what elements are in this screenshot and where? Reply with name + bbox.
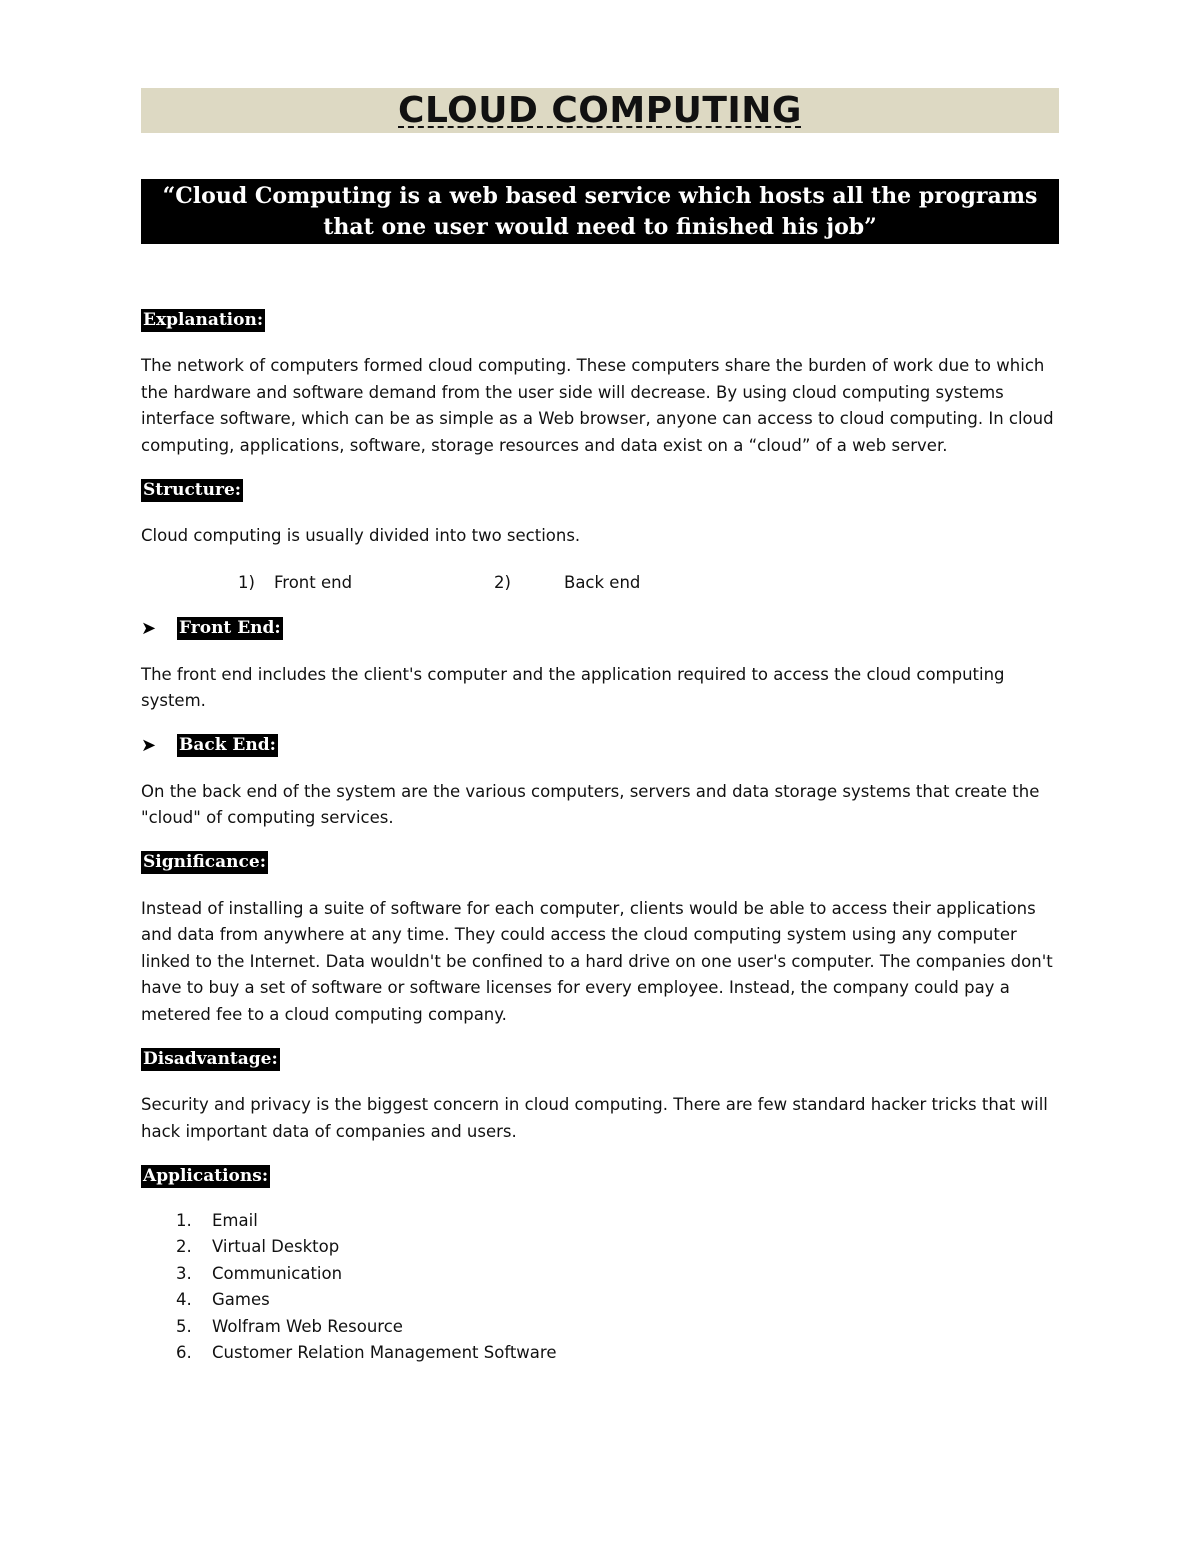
document-page bbox=[141, 88, 1059, 1366]
applications-list bbox=[141, 1207, 1059, 1366]
disadvantage-heading-row bbox=[141, 1047, 1059, 1071]
list-item-label: Wolfram Web Resource bbox=[212, 1316, 403, 1336]
list-item-number: 3. bbox=[176, 1263, 192, 1283]
list-item bbox=[141, 1313, 1059, 1340]
structure-item-number: 2) bbox=[494, 573, 511, 592]
structure-heading-row bbox=[141, 478, 1059, 502]
front-end-paragraph: The front end includes the client's computer and the application required to access the cloud computing system. bbox=[141, 664, 1005, 710]
arrowhead-bullet-icon: ➤ bbox=[141, 618, 157, 639]
structure-item-front-end: Front end bbox=[274, 573, 353, 592]
front-end-heading-row bbox=[141, 617, 1059, 641]
significance-heading: Significance: bbox=[143, 852, 266, 872]
list-item-label: Customer Relation Management Software bbox=[212, 1343, 557, 1363]
title-banner bbox=[141, 88, 1059, 133]
list-item bbox=[141, 1207, 1059, 1234]
list-item-number: 2. bbox=[176, 1237, 192, 1257]
significance-heading-row bbox=[141, 851, 1059, 875]
definition-quote-box bbox=[141, 179, 1059, 244]
structure-item-back-end: Back end bbox=[564, 573, 641, 592]
definition-quote: “Cloud Computing is a web based service which hosts all the programs that one user would need to finished his job” bbox=[162, 182, 1038, 240]
list-item bbox=[141, 1260, 1059, 1287]
front-end-heading: Front End: bbox=[179, 618, 281, 638]
list-item-label: Communication bbox=[212, 1263, 343, 1283]
list-item bbox=[141, 1340, 1059, 1367]
list-item-number: 1. bbox=[176, 1210, 192, 1230]
list-item-label: Email bbox=[212, 1210, 258, 1230]
list-item-number: 5. bbox=[176, 1316, 192, 1336]
applications-heading-row bbox=[141, 1164, 1059, 1188]
list-item-number: 4. bbox=[176, 1290, 192, 1310]
explanation-heading-row bbox=[141, 308, 1059, 332]
applications-heading: Applications: bbox=[143, 1165, 269, 1186]
structure-sections-list bbox=[141, 570, 1059, 596]
disadvantage-heading: Disadvantage: bbox=[143, 1048, 278, 1069]
explanation-paragraph: The network of computers formed cloud computing. These computers share the burden of work due to which the hardware and software demand from the user side will decrease. By using cloud computing systems interface software, which can be as simple as a Web browser, anyone can access to cloud computing. In cloud computing, applications, software, storage resources and data exist on a “cloud” of a web server. bbox=[141, 356, 1054, 455]
list-item bbox=[141, 1234, 1059, 1261]
structure-item-number: 1) bbox=[238, 573, 255, 592]
explanation-heading: Explanation: bbox=[143, 309, 264, 330]
disadvantage-paragraph: Security and privacy is the biggest concern in cloud computing. There are few standard hacker tricks that will hack important data of companies and users. bbox=[141, 1095, 1048, 1141]
significance-paragraph: Instead of installing a suite of software for each computer, clients would be able to access their applications and data from anywhere at any time. They could access the cloud computing system using any computer linked to the Internet. Data wouldn't be confined to a hard drive on one user's computer. The companies don't have to buy a set of software or software licenses for every employee. Instead, the company could pay a metered fee to a cloud computing company. bbox=[141, 898, 1053, 1024]
back-end-heading-row bbox=[141, 734, 1059, 758]
list-item bbox=[141, 1287, 1059, 1314]
list-item-label: Games bbox=[212, 1290, 270, 1310]
structure-heading: Structure: bbox=[143, 479, 242, 500]
structure-paragraph: Cloud computing is usually divided into two sections. bbox=[141, 526, 581, 545]
list-item-label: Virtual Desktop bbox=[212, 1237, 340, 1257]
back-end-paragraph: On the back end of the system are the various computers, servers and data storage systems that create the "cloud" of computing services. bbox=[141, 781, 1040, 827]
document-title: CLOUD COMPUTING bbox=[398, 90, 802, 131]
arrowhead-bullet-icon: ➤ bbox=[141, 735, 157, 756]
back-end-heading: Back End: bbox=[179, 735, 276, 755]
list-item-number: 6. bbox=[176, 1343, 192, 1363]
